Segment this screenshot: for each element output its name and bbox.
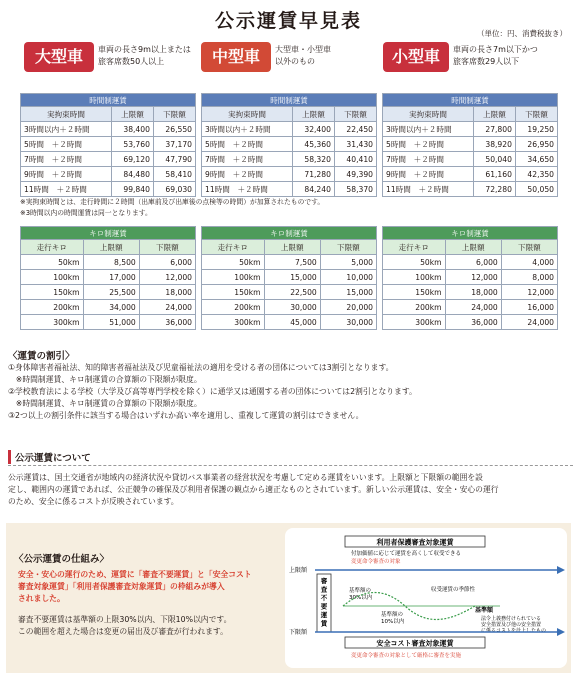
- table-row: [21, 122, 196, 137]
- upper-value: 58,320: [292, 152, 334, 167]
- row-label: 7時間 ＋２時間: [383, 152, 474, 167]
- km-table-large: [20, 226, 196, 330]
- column-header: 下限額: [334, 107, 376, 122]
- page-title: 公示運賃早見表: [214, 10, 362, 32]
- column-header: 実拘束時間: [202, 107, 293, 122]
- upper-value: 99,840: [111, 182, 153, 197]
- row-label: 9時間 ＋２時間: [383, 167, 474, 182]
- base-label: 基準額: [475, 607, 494, 614]
- lower-value: 26,550: [153, 122, 195, 137]
- mechanism-red-text: 安全・安心の運行のため、運賃に「審査不要運賃」と「安全コスト 審査対象運賃」「利用者保護審査対象運賃」の枠組みが導入 されました。: [18, 570, 252, 603]
- table-row: [21, 270, 196, 285]
- lower-value: 20,000: [320, 300, 376, 315]
- desc-small: 車両の長さ7m以下かつ 旅客席数29人以下: [453, 45, 538, 66]
- table-row: [21, 315, 196, 330]
- row-label: 300km: [21, 315, 84, 330]
- row-label: 50km: [21, 255, 84, 270]
- table-row: [21, 285, 196, 300]
- divider: [8, 465, 573, 466]
- row-label: 9時間 ＋２時間: [202, 167, 293, 182]
- lower-value: 19,250: [515, 122, 557, 137]
- table-row: [21, 152, 196, 167]
- upper-value: 18,000: [445, 285, 501, 300]
- lower-value: 12,000: [139, 270, 195, 285]
- column-header: 実拘束時間: [21, 107, 112, 122]
- mechanism-black-text: 審査不要運賃は基準額の上限30%以内、下限10%以内です。 この範囲を超えた場合は変更の届出及び審査が行われます。: [18, 615, 232, 636]
- table-row: [383, 167, 558, 182]
- upper-value: 36,000: [445, 315, 501, 330]
- time-table-medium: [201, 93, 377, 197]
- km-table-small: [382, 226, 558, 330]
- row-label: 3時間以内＋２時間: [202, 122, 293, 137]
- row-label: 150km: [202, 285, 265, 300]
- upper-value: 24,000: [445, 300, 501, 315]
- column-header: 上限額: [111, 107, 153, 122]
- pct-down-1: 基準額の: [381, 612, 404, 618]
- upper-value: 51,000: [83, 315, 139, 330]
- about-heading: 公示運賃について: [8, 450, 95, 464]
- table-title: キロ制運賃: [383, 227, 558, 240]
- lower-value: 36,000: [139, 315, 195, 330]
- upper-value: 30,000: [264, 300, 320, 315]
- column-header: 上限額: [473, 107, 515, 122]
- table-row: [383, 255, 558, 270]
- lower-value: 24,000: [501, 315, 557, 330]
- row-label: 7時間 ＋２時間: [202, 152, 293, 167]
- column-header: 上限額: [83, 240, 139, 255]
- lower-value: 6,000: [139, 255, 195, 270]
- badge-medium: 中型車: [201, 42, 271, 72]
- lower-value: 12,000: [501, 285, 557, 300]
- upper-value: 7,500: [264, 255, 320, 270]
- column-header: 走行キロ: [21, 240, 84, 255]
- upper-value: 15,000: [264, 270, 320, 285]
- lower-value: 26,950: [515, 137, 557, 152]
- column-header: 上限額: [292, 107, 334, 122]
- lower-value: 30,000: [320, 315, 376, 330]
- lower-value: 10,000: [320, 270, 376, 285]
- lower-value: 49,390: [334, 167, 376, 182]
- row-label: 11時間 ＋２時間: [21, 182, 112, 197]
- row-label: 5時間 ＋２時間: [21, 137, 112, 152]
- lower-value: 40,410: [334, 152, 376, 167]
- column-header: 下限額: [515, 107, 557, 122]
- row-label: 100km: [202, 270, 265, 285]
- time-note-1: ※実拘束時間とは、走行時間に２時間（出庫前及び出庫後の点検等の時間）が加算されたものです。: [20, 198, 325, 206]
- lower-value: 69,030: [153, 182, 195, 197]
- upper-value: 32,400: [292, 122, 334, 137]
- pct-up-2: 30%以内: [349, 595, 373, 601]
- row-label: 200km: [383, 300, 446, 315]
- lower-label: 下限額: [289, 629, 308, 636]
- table-row: [202, 167, 377, 182]
- upper-value: 50,040: [473, 152, 515, 167]
- row-label: 300km: [202, 315, 265, 330]
- row-label: 300km: [383, 315, 446, 330]
- row-label: 100km: [21, 270, 84, 285]
- upper-value: 34,000: [83, 300, 139, 315]
- lower-value: 15,000: [320, 285, 376, 300]
- lower-value: 58,410: [153, 167, 195, 182]
- lower-value: 34,650: [515, 152, 557, 167]
- row-label: 150km: [21, 285, 84, 300]
- table-row: [202, 300, 377, 315]
- upper-value: 6,000: [445, 255, 501, 270]
- table-row: [202, 270, 377, 285]
- column-header: 下限額: [153, 107, 195, 122]
- lower-value: 5,000: [320, 255, 376, 270]
- table-row: [383, 285, 558, 300]
- row-label: 100km: [383, 270, 446, 285]
- column-header: 上限額: [264, 240, 320, 255]
- table-row: [383, 270, 558, 285]
- table-row: [202, 152, 377, 167]
- time-table-large: [20, 93, 196, 197]
- column-header: 下限額: [320, 240, 376, 255]
- lower-value: 8,000: [501, 270, 557, 285]
- badge-small: 小型車: [383, 42, 449, 72]
- time-table-small: [382, 93, 558, 197]
- upper-value: 38,920: [473, 137, 515, 152]
- table-row: [202, 315, 377, 330]
- column-header: 下限額: [501, 240, 557, 255]
- season-label: 収受運賃の季節性: [431, 587, 476, 593]
- row-label: 3時間以内＋２時間: [383, 122, 474, 137]
- row-label: 9時間 ＋２時間: [21, 167, 112, 182]
- upper-value: 61,160: [473, 167, 515, 182]
- table-row: [202, 137, 377, 152]
- upper-value: 38,400: [111, 122, 153, 137]
- lower-value: 24,000: [139, 300, 195, 315]
- lower-value: 22,450: [334, 122, 376, 137]
- desc-medium: 大型車・小型車 以外のもの: [275, 45, 331, 66]
- lower-value: 4,000: [501, 255, 557, 270]
- km-table-medium: [201, 226, 377, 330]
- top-box-label: 利用者保護審査対象運賃: [376, 538, 454, 547]
- table-title: 時間制運賃: [202, 94, 377, 107]
- lower-value: 31,430: [334, 137, 376, 152]
- row-label: 11時間 ＋２時間: [383, 182, 474, 197]
- table-title: キロ制運賃: [21, 227, 196, 240]
- pct-down-2: 10%以内: [381, 619, 405, 625]
- top-sub: 付加価値に応じて運賃を高くして収受できる: [351, 551, 462, 557]
- unit-note: （単位：円、消費税抜き）: [477, 29, 567, 38]
- bottom-red: 変更命令審査の対象として厳格に審査を実施: [351, 653, 462, 659]
- upper-value: 84,240: [292, 182, 334, 197]
- row-label: 200km: [202, 300, 265, 315]
- row-label: 11時間 ＋２時間: [202, 182, 293, 197]
- table-row: [383, 182, 558, 197]
- table-row: [383, 152, 558, 167]
- row-label: 50km: [202, 255, 265, 270]
- upper-value: 22,500: [264, 285, 320, 300]
- column-header: 上限額: [445, 240, 501, 255]
- row-label: 50km: [383, 255, 446, 270]
- row-label: 200km: [21, 300, 84, 315]
- upper-value: 72,280: [473, 182, 515, 197]
- table-title: 時間制運賃: [383, 94, 558, 107]
- upper-value: 84,480: [111, 167, 153, 182]
- base-desc-3: に係るコストを計上したもの: [481, 628, 547, 634]
- row-label: 150km: [383, 285, 446, 300]
- upper-value: 17,000: [83, 270, 139, 285]
- table-title: 時間制運賃: [21, 94, 196, 107]
- pct-up-1: 基準額の: [349, 588, 372, 594]
- table-row: [202, 255, 377, 270]
- lower-value: 58,370: [334, 182, 376, 197]
- row-label: 5時間 ＋２時間: [383, 137, 474, 152]
- table-row: [202, 182, 377, 197]
- desc-large: 車両の長さ9m以上または 旅客席数50人以上: [98, 45, 191, 66]
- table-row: [21, 137, 196, 152]
- discount-text: ①身体障害者福祉法、知的障害者福祉法及び児童福祉法の適用を受ける者の団体については3割引となります。 ※時間制運賃、キロ制運賃の合算額の下限額が限度。 ②学校教育法による学校（大学及び高等専門学校を除く）に通学又は通園する者の団体については2割引となります。 ※時間制運賃、キロ制運賃の合算額の下限額が限度。 ③2つ以上の割引条件に該当する場合はいずれか高い率を適用し、重複して運賃の割引はできません。: [8, 363, 417, 420]
- upper-value: 45,000: [264, 315, 320, 330]
- table-row: [202, 285, 377, 300]
- table-row: [21, 255, 196, 270]
- column-header: 実拘束時間: [383, 107, 474, 122]
- upper-value: 25,500: [83, 285, 139, 300]
- bottom-box-label: 安全コスト審査対象運賃: [376, 639, 454, 648]
- upper-value: 45,360: [292, 137, 334, 152]
- table-row: [21, 167, 196, 182]
- table-row: [21, 182, 196, 197]
- mechanism-heading: 〈公示運賃の仕組み〉: [14, 554, 110, 565]
- upper-value: 27,800: [473, 122, 515, 137]
- lower-value: 18,000: [139, 285, 195, 300]
- table-row: [21, 300, 196, 315]
- vertical-label: 審査不要運賃: [320, 577, 328, 628]
- discount-heading: 〈運賃の割引〉: [8, 351, 75, 362]
- about-text: 公示運賃は、国土交通省が地域内の経済状況や貸切バス事業者の経営状況を考慮して定める運賃をいいます。上限額と下限額の範囲を設 定し、範囲内の運賃であれば、公正競争の確保及び利用者保護の観点から適正なものとされています。新しい公示運賃は、安全・安心の運行 のため、安全に係るコストが反映されています。: [8, 473, 499, 506]
- column-header: 走行キロ: [202, 240, 265, 255]
- column-header: 走行キロ: [383, 240, 446, 255]
- table-row: [383, 300, 558, 315]
- lower-value: 16,000: [501, 300, 557, 315]
- time-note-2: ※3時間以内の時間運賃は同一となります。: [20, 209, 152, 217]
- table-row: [383, 315, 558, 330]
- fare-diagram: [285, 528, 567, 668]
- row-label: 7時間 ＋２時間: [21, 152, 112, 167]
- upper-value: 69,120: [111, 152, 153, 167]
- table-row: [383, 122, 558, 137]
- base-desc-1: 法令上義務付けられている: [481, 616, 542, 622]
- row-label: 3時間以内＋２時間: [21, 122, 112, 137]
- upper-label: 上限額: [289, 567, 308, 574]
- table-title: キロ制運賃: [202, 227, 377, 240]
- top-red: 変更命令審査の対象: [351, 559, 401, 565]
- table-row: [383, 137, 558, 152]
- upper-value: 8,500: [83, 255, 139, 270]
- upper-value: 71,280: [292, 167, 334, 182]
- lower-value: 47,790: [153, 152, 195, 167]
- column-header: 下限額: [139, 240, 195, 255]
- lower-value: 42,350: [515, 167, 557, 182]
- base-desc-2: 安全措置及び他の安全措置: [481, 622, 542, 628]
- lower-value: 37,170: [153, 137, 195, 152]
- lower-value: 50,050: [515, 182, 557, 197]
- upper-value: 53,760: [111, 137, 153, 152]
- table-row: [202, 122, 377, 137]
- upper-value: 12,000: [445, 270, 501, 285]
- badge-large: 大型車: [24, 42, 94, 72]
- row-label: 5時間 ＋２時間: [202, 137, 293, 152]
